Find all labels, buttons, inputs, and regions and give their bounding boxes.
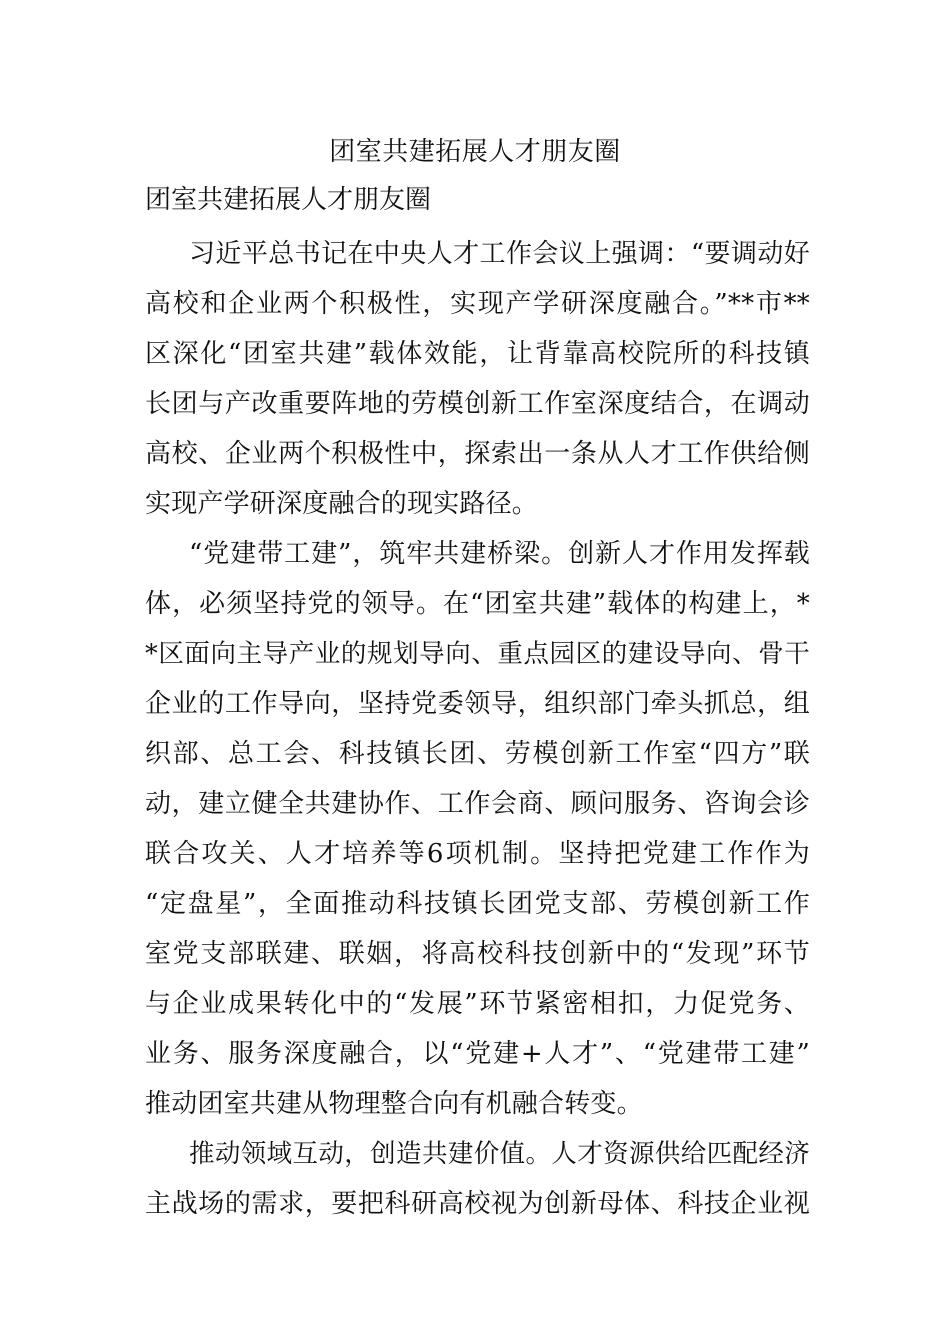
paragraph-line: *区面向主导产业的规划导向、重点园区的建设导向、骨干 xyxy=(145,639,810,669)
document-body xyxy=(145,229,810,1229)
paragraph-line: “党建带工建”，筑牢共建桥梁。创新人才作用发挥载 xyxy=(189,539,810,569)
paragraph-line: 实现产学研深度融合的现实路径。 xyxy=(145,489,539,519)
paragraph-line: 体，必须坚持党的领导。在“团室共建”载体的构建上，* xyxy=(145,589,810,619)
paragraph-line: 高校和企业两个积极性，实现产学研深度融合。”**市** xyxy=(145,289,810,319)
paragraph-line: 长团与产改重要阵地的劳模创新工作室深度结合，在调动 xyxy=(145,389,810,419)
paragraph-line: 与企业成果转化中的“发展”环节紧密相扣，力促党务、 xyxy=(145,989,810,1019)
paragraph-3 xyxy=(145,1129,810,1229)
paragraph-line: 区深化“团室共建”载体效能，让背靠高校院所的科技镇 xyxy=(145,339,810,369)
document-title: 团室共建拓展人才朋友圈 xyxy=(329,137,621,167)
paragraph-line: 企业的工作导向，坚持党委领导，组织部门牵头抓总，组 xyxy=(145,689,810,719)
paragraph-line: 业务、服务深度融合，以“党建+人才”、“党建带工建” xyxy=(145,1039,810,1069)
paragraph-line: 主战场的需求，要把科研高校视为创新母体、科技企业视 xyxy=(145,1189,810,1219)
paragraph-2 xyxy=(145,529,810,1129)
paragraph-line: 动，建立健全共建协作、工作会商、顾问服务、咨询会诊 xyxy=(145,789,810,819)
paragraph-line: 推动领域互动，创造共建价值。人才资源供给匹配经济 xyxy=(189,1139,810,1169)
paragraph-line: 推动团室共建从物理整合向有机融合转变。 xyxy=(145,1089,643,1119)
paragraph-line: “定盘星”，全面推动科技镇长团党支部、劳模创新工作 xyxy=(145,889,810,919)
paragraph-line: 织部、总工会、科技镇长团、劳模创新工作室“四方”联 xyxy=(145,739,810,769)
paragraph-line: 联合攻关、人才培养等6项机制。坚持把党建工作作为 xyxy=(145,839,810,869)
paragraph-line: 室党支部联建、联姻，将高校科技创新中的“发现”环节 xyxy=(145,939,810,969)
paragraph-line: 习近平总书记在中央人才工作会议上强调：“要调动好 xyxy=(189,239,810,269)
paragraph-1 xyxy=(145,229,810,529)
paragraph-line: 高校、企业两个积极性中，探索出一条从人才工作供给侧 xyxy=(145,439,810,469)
document-subtitle: 团室共建拓展人才朋友圈 xyxy=(145,185,432,215)
